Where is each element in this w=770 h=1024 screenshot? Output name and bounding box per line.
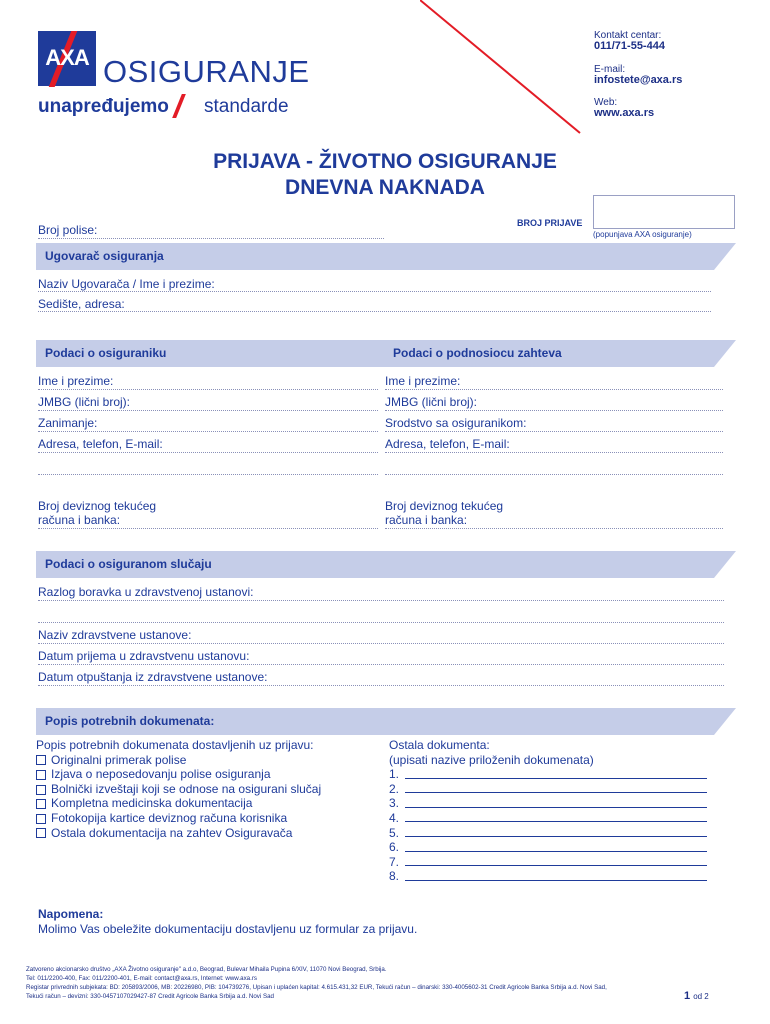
ostala-num: 2. (389, 781, 400, 796)
contact-center-value: 011/71-55-444 (594, 40, 665, 52)
ostala-field-2[interactable] (405, 792, 707, 793)
podnosilac-srodstvo-label: Srodstvo sa osiguranikom: (385, 416, 527, 430)
dokumenta-list (36, 738, 321, 840)
tagline-slash (172, 94, 186, 118)
form-subtitle: DNEVNA NAKNADA (285, 176, 485, 199)
ostala-num: 3. (389, 796, 400, 811)
ostala-field-5[interactable] (405, 836, 707, 837)
ugovarac-sediste-label: Sedište, adresa: (38, 297, 125, 311)
ostala-num: 7. (389, 854, 400, 869)
podnosilac-racun-field[interactable] (385, 528, 723, 529)
osiguranik-jmbg-label: JMBG (lični broj): (38, 395, 131, 409)
podnosilac-header: Podaci o podnosiocu zahteva (393, 346, 562, 360)
osiguranik-adresa-label: Adresa, telefon, E-mail: (38, 437, 163, 451)
ostala-field-7[interactable] (405, 865, 707, 866)
podnosilac-ime-field[interactable] (385, 389, 723, 390)
podnosilac-jmbg-label: JMBG (lični broj): (385, 395, 478, 409)
osiguranik-adresa-field-2[interactable] (38, 474, 378, 475)
doc-item[interactable]: Bolnički izveštaji koji se odnose na osigurani slučaj (36, 782, 321, 797)
footer-line-4: Tekući račun – devizni: 330-0457107029427-87 Credit Agricole Banka Srbija a.d. Novi Sad (26, 993, 274, 1000)
ostala-label: Ostala dokumenta: (389, 738, 490, 752)
osiguranik-adresa-field[interactable] (38, 452, 378, 453)
checkbox[interactable] (36, 785, 46, 795)
ostala-field-8[interactable] (405, 880, 707, 881)
ostala-field-3[interactable] (405, 807, 707, 808)
slucaj-naziv-field[interactable] (38, 643, 724, 644)
podnosilac-adresa-field[interactable] (385, 452, 723, 453)
osiguranik-ime-label: Ime i prezime: (38, 374, 114, 388)
checkbox[interactable] (36, 828, 46, 838)
podnosilac-ime-label: Ime i prezime: (385, 374, 461, 388)
email-value: infostete@axa.rs (594, 74, 683, 86)
red-diagonal-line (420, 0, 600, 135)
podnosilac-adresa-field-2[interactable] (385, 474, 723, 475)
osiguranik-zanimanje-field[interactable] (38, 431, 378, 432)
ostala-num: 1. (389, 767, 400, 782)
ostala-num: 4. (389, 810, 400, 825)
ostala-field-1[interactable] (405, 778, 707, 779)
doc-item[interactable]: Izjava o neposedovanju polise osiguranja (36, 767, 321, 782)
podnosilac-jmbg-field[interactable] (385, 410, 723, 411)
broj-prijave-label: BROJ PRIJAVE (517, 218, 583, 228)
slucaj-razlog-field[interactable] (38, 600, 724, 601)
ugovarac-header: Ugovarač osiguranja (45, 249, 164, 263)
page-number: 1 od 2 (684, 990, 709, 1002)
footer-line-2: Tel: 011/2200-400, Fax: 011/2200-401, E-mail: contact@axa.rs, Internet: www.axa.rs (26, 975, 257, 982)
checkbox[interactable] (36, 814, 46, 824)
broj-prijave-field[interactable] (593, 195, 735, 229)
slucaj-header: Podaci o osiguranom slučaju (45, 557, 212, 571)
slucaj-prijem-label: Datum prijema u zdravstvenu ustanovu: (38, 649, 250, 663)
popunjava-note: (popunjava AXA osiguranje) (593, 230, 692, 239)
logo-osiguranje: OSIGURANJE (103, 54, 310, 89)
doc-item[interactable]: Fotokopija kartice deviznog računa korisnika (36, 811, 321, 826)
slucaj-otpust-field[interactable] (38, 685, 724, 686)
axa-logo-text: AXA (45, 45, 89, 70)
osiguranik-jmbg-field[interactable] (38, 410, 378, 411)
doc-item[interactable]: Ostala dokumentacija na zahtev Osiguravača (36, 826, 321, 841)
slucaj-naziv-label: Naziv zdravstvene ustanove: (38, 628, 192, 642)
footer-line-1: Zatvoreno akcionarsko društvo „AXA Životno osiguranje" a.d.o, Beograd, Bulevar Mihaila Pupina 6/XIV, 11070 Novi Beograd, Srbija. (26, 966, 387, 973)
osiguranik-zanimanje-label: Zanimanje: (38, 416, 98, 430)
web-label: Web: (594, 97, 618, 108)
broj-polise-label: Broj polise: (38, 223, 98, 237)
email-label: E-mail: (594, 64, 626, 75)
osiguranik-ime-field[interactable] (38, 389, 378, 390)
tagline-bold: unapređujemo (38, 96, 169, 117)
slucaj-prijem-field[interactable] (38, 664, 724, 665)
osiguranik-racun-label-1: Broj deviznog tekućeg (38, 499, 157, 513)
napomena-text: Molimo Vas obeležite dokumentaciju dostavljenu uz formular za prijavu. (38, 922, 418, 936)
contact-center-label: Kontakt centar: (594, 30, 662, 41)
ostala-num: 8. (389, 869, 400, 884)
dokumenta-header: Popis potrebnih dokumenata: (45, 714, 215, 728)
checkbox[interactable] (36, 799, 46, 809)
podnosilac-srodstvo-field[interactable] (385, 431, 723, 432)
ostala-num: 5. (389, 825, 400, 840)
osiguranik-racun-field[interactable] (38, 528, 378, 529)
checkbox[interactable] (36, 770, 46, 780)
doc-item[interactable]: Originalni primerak polise (36, 753, 321, 768)
ostala-num: 6. (389, 840, 400, 855)
ostala-note: (upisati nazive priloženih dokumenata) (389, 752, 594, 767)
podnosilac-racun-label-2: računa i banka: (385, 513, 468, 527)
form-title: PRIJAVA - ŽIVOTNO OSIGURANJE (213, 150, 557, 173)
slucaj-razlog-label: Razlog boravka u zdravstvenoj ustanovi: (38, 585, 254, 599)
napomena-label: Napomena: (38, 907, 104, 921)
web-value: www.axa.rs (594, 107, 655, 119)
podnosilac-adresa-label: Adresa, telefon, E-mail: (385, 437, 510, 451)
slucaj-razlog-field-2[interactable] (38, 622, 724, 623)
osiguranik-header: Podaci o osiguraniku (45, 346, 167, 360)
slucaj-otpust-label: Datum otpuštanja iz zdravstvene ustanove: (38, 670, 268, 684)
ostala-field-4[interactable] (405, 821, 707, 822)
footer-line-3: Registar privrednih subjekata: BD: 205893/2006, MB: 20226980, PIB: 104739276, Upisan i uplaćen kapital: 4.615.431,32 EUR, Tekući račun – dinarski: 330-4005602-31 Credit Agricole Banka Srbija a.d. Novi Sad, (26, 984, 607, 991)
dokumenta-intro: Popis potrebnih dokumenata dostavljenih uz prijavu: (36, 738, 314, 752)
ostala-field-6[interactable] (405, 851, 707, 852)
ugovarac-naziv-label: Naziv Ugovarača / Ime i prezime: (38, 277, 215, 291)
checkbox[interactable] (36, 755, 46, 765)
podnosilac-racun-label-1: Broj deviznog tekućeg (385, 499, 504, 513)
doc-item[interactable]: Kompletna medicinska dokumentacija (36, 796, 321, 811)
broj-polise-field[interactable] (38, 238, 384, 239)
osiguranik-racun-label-2: računa i banka: (38, 513, 121, 527)
tagline-light: standarde (204, 96, 289, 117)
ostala-dokumenta (389, 738, 594, 884)
ugovarac-sediste-field[interactable] (38, 311, 711, 312)
ugovarac-naziv-field[interactable] (38, 291, 711, 292)
